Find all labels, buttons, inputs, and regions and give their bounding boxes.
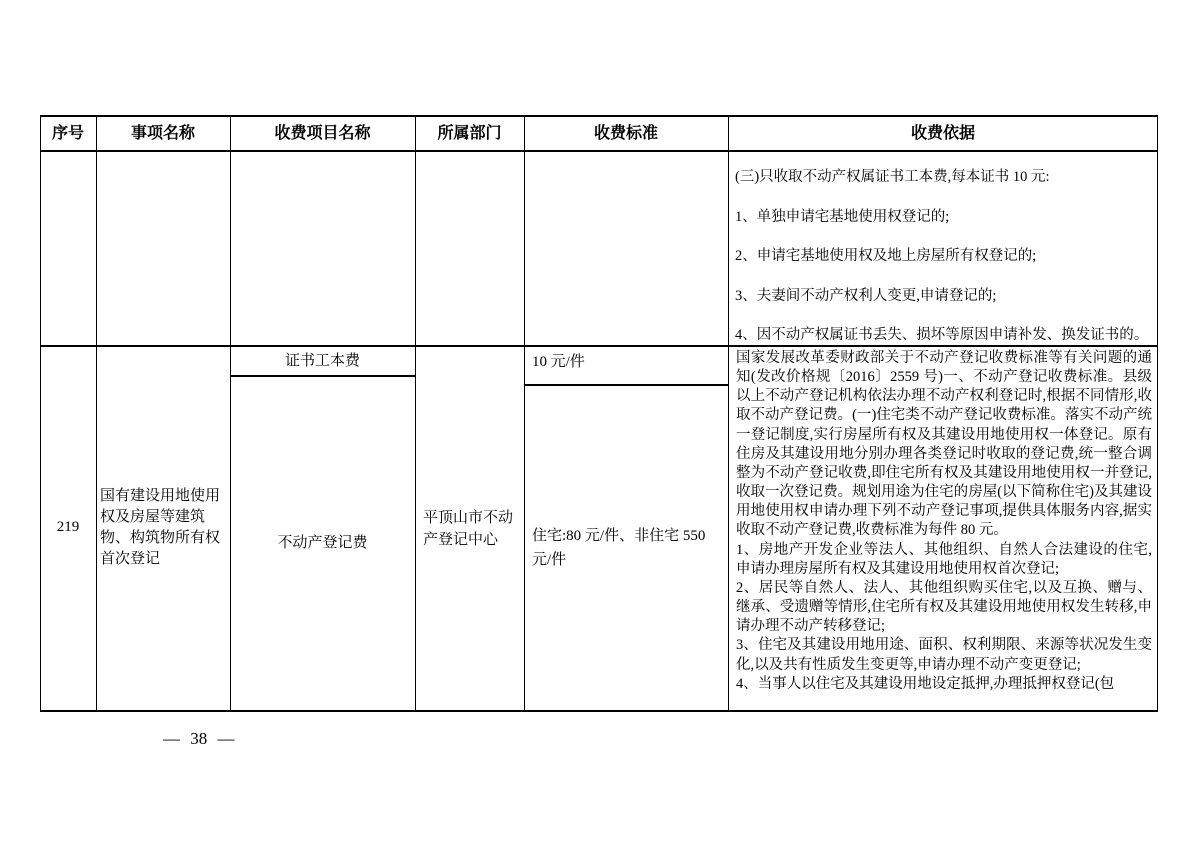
header-fee-basis: 收费依据 [910, 125, 975, 142]
item-name-text: 国有建设用地使用权及房屋等建筑物、构筑物所有权首次登记 [100, 487, 221, 567]
fee-table [40, 115, 1158, 712]
department-cell [415, 347, 524, 710]
grid-hline-bottom [40, 710, 1158, 712]
item-name-cell [96, 347, 230, 708]
fee-project-certificate-cell: 证书工本费 [284, 352, 360, 369]
fee-basis-paragraph: 2、居民等自然人、法人、其他组织购买住宅,以及互换、赠与、继承、受遗赠等情形,住宅所有权及其建设用地使用权发生转移,申请办理不动产转移登记; [736, 579, 1152, 635]
fee-standard-registration-text: 住宅:80 元/件、非住宅 550 元/件 [532, 528, 706, 568]
header-fee-standard: 收费标准 [593, 125, 658, 142]
header-serial-number: 序号 [51, 125, 84, 142]
fee-basis-clause: 3、夫妻间不动产权利人变更,申请登记的; [735, 287, 997, 304]
department-text: 平顶山市不动产登记中心 [423, 509, 514, 548]
fee-basis-219-cell [728, 347, 1158, 710]
fee-basis-clause: 4、因不动产权属证书丢失、损坏等原因申请补发、换发证书的。 [735, 327, 1149, 343]
serial-number-cell: 219 [56, 519, 80, 535]
fee-basis-clause: 2、申请宅基地使用权及地上房屋所有权登记的; [735, 248, 1037, 264]
fee-basis-continuation-cell [728, 152, 1158, 345]
fee-standard-certificate-cell: 10 元/件 [532, 354, 585, 370]
fee-standard-registration-cell [524, 386, 728, 710]
fee-basis-clause: (三)只收取不动产权属证书工本费,每本证书 10 元: [735, 169, 1050, 185]
header-department: 所属部门 [437, 125, 502, 142]
header-fee-project-name: 收费项目名称 [274, 125, 371, 142]
fee-project-registration-cell: 不动产登记费 [277, 535, 368, 551]
fee-basis-paragraph: 4、当事人以住宅及其建设用地设定抵押,办理抵押权登记(包 [736, 675, 1115, 692]
header-item-name: 事项名称 [130, 125, 195, 142]
fee-basis-clause: 1、单独申请宅基地使用权登记的; [735, 208, 950, 225]
fee-basis-paragraph: 3、住宅及其建设用地用途、面积、权利期限、来源等状况发生变化,以及共有性质发生变更等,申请办理不动产变更登记; [736, 637, 1152, 673]
fee-basis-paragraph: 国家发展改革委财政部关于不动产登记收费标准等有关问题的通知(发改价格规〔2016〕2559 号)一、不动产登记收费标准。县级以上不动产登记机构依法办理不动产权利登记时,根据不同情形,收取不动产登记费。(一)住宅类不动产登记收费标准。落实不动产统一登记制度,实行房屋所有权及其建设用地使用权一体登记。原有住房及其建设用地分别办理各类登记时收取的登记费,统一整合调整为不动产登记收费,即住宅所有权及其建设用地使用权一并登记,收取一次登记费。规划用途为住宅的房屋(以下简称住宅)及其建设用地使用权申请办理下列不动产登记事项,提供具体服务内容,据实收取不动产登记费,收费标准为每件 80 元。 [736, 350, 1152, 539]
fee-basis-paragraph: 1、房地产开发企业等法人、其他组织、自然人合法建设的住宅,申请办理房屋所有权及其建设用地使用权首次登记; [736, 541, 1152, 577]
page-number: — 38 — [163, 729, 235, 748]
